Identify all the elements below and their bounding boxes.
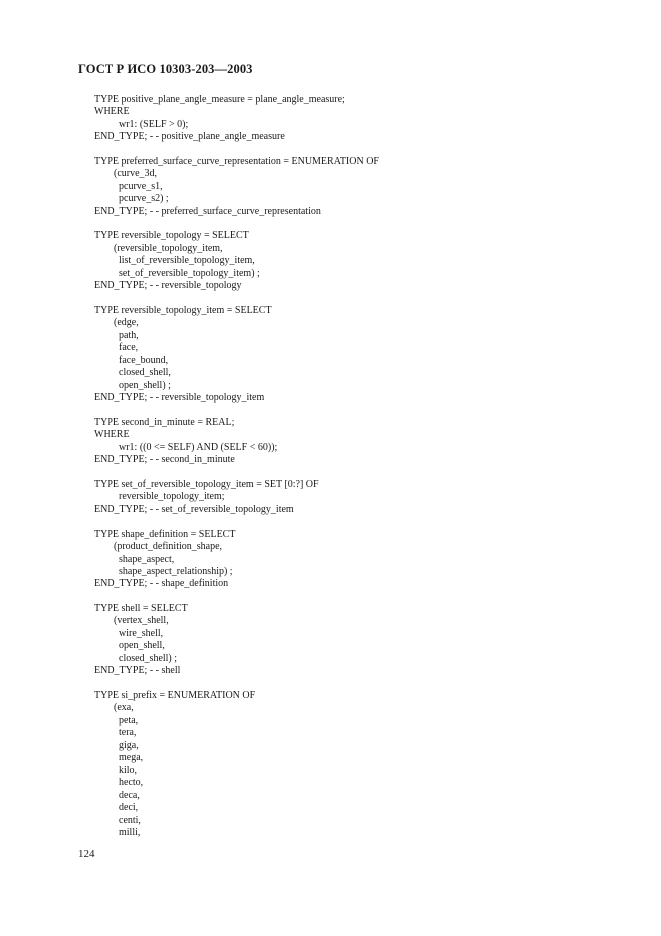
code-line: TYPE shell = SELECT xyxy=(94,603,188,614)
code-line: wire_shell, xyxy=(119,628,164,639)
code-line: list_of_reversible_topology_item, xyxy=(119,255,255,266)
code-line: face_bound, xyxy=(119,355,169,366)
document-header: ГОСТ Р ИСО 10303-203—2003 xyxy=(78,62,253,76)
code-line: pcurve_s1, xyxy=(119,181,163,192)
code-line: END_TYPE; - - positive_plane_angle_measure xyxy=(94,131,285,142)
code-line: (product_definition_shape, xyxy=(114,541,223,552)
code-line: open_shell, xyxy=(119,640,165,651)
code-line: END_TYPE; - - reversible_topology xyxy=(94,280,242,291)
code-line: wr1: ((0 <= SELF) AND (SELF < 60)); xyxy=(119,442,278,453)
code-line: END_TYPE; - - set_of_reversible_topology_item xyxy=(94,504,294,515)
code-line: (edge, xyxy=(114,317,139,328)
code-line: set_of_reversible_topology_item) ; xyxy=(119,268,260,279)
code-line: (vertex_shell, xyxy=(114,615,169,626)
code-line: TYPE shape_definition = SELECT xyxy=(94,529,236,540)
code-line: END_TYPE; - - preferred_surface_curve_representation xyxy=(94,206,321,217)
code-line: deca, xyxy=(119,790,140,801)
code-line: wr1: (SELF > 0); xyxy=(119,119,189,130)
code-line: centi, xyxy=(119,815,141,826)
code-line: TYPE preferred_surface_curve_representation = ENUMERATION OF xyxy=(94,156,379,167)
code-line: kilo, xyxy=(119,765,138,776)
code-line: tera, xyxy=(119,727,137,738)
code-line: TYPE si_prefix = ENUMERATION OF xyxy=(94,690,256,701)
code-line: TYPE second_in_minute = REAL; xyxy=(94,417,235,428)
code-line: TYPE positive_plane_angle_measure = plane_angle_measure; xyxy=(94,94,345,105)
code-line: END_TYPE; - - reversible_topology_item xyxy=(94,392,265,403)
code-line: TYPE reversible_topology = SELECT xyxy=(94,230,249,241)
code-line: (curve_3d, xyxy=(114,168,158,179)
code-line: path, xyxy=(119,330,139,341)
code-line: END_TYPE; - - shell xyxy=(94,665,181,676)
code-line: closed_shell, xyxy=(119,367,171,378)
code-line: WHERE xyxy=(94,106,130,117)
code-line: hecto, xyxy=(119,777,144,788)
code-line: mega, xyxy=(119,752,144,763)
code-line: (reversible_topology_item, xyxy=(114,243,223,254)
code-line: pcurve_s2) ; xyxy=(119,193,169,204)
code-line: END_TYPE; - - shape_definition xyxy=(94,578,229,589)
code-line: peta, xyxy=(119,715,139,726)
code-line: (exa, xyxy=(114,702,134,713)
code-line: milli, xyxy=(119,827,141,838)
code-line: open_shell) ; xyxy=(119,380,171,391)
code-line: closed_shell) ; xyxy=(119,653,178,664)
code-line: shape_aspect, xyxy=(119,554,175,565)
code-line: shape_aspect_relationship) ; xyxy=(119,566,233,577)
code-line: deci, xyxy=(119,802,139,813)
code-line: giga, xyxy=(119,740,139,751)
code-line: END_TYPE; - - second_in_minute xyxy=(94,454,235,465)
code-line: WHERE xyxy=(94,429,130,440)
code-line: reversible_topology_item; xyxy=(119,491,225,502)
code-line: TYPE reversible_topology_item = SELECT xyxy=(94,305,272,316)
page-number: 124 xyxy=(78,848,95,860)
code-line: TYPE set_of_reversible_topology_item = SET [0:?] OF xyxy=(94,479,319,490)
code-line: face, xyxy=(119,342,139,353)
